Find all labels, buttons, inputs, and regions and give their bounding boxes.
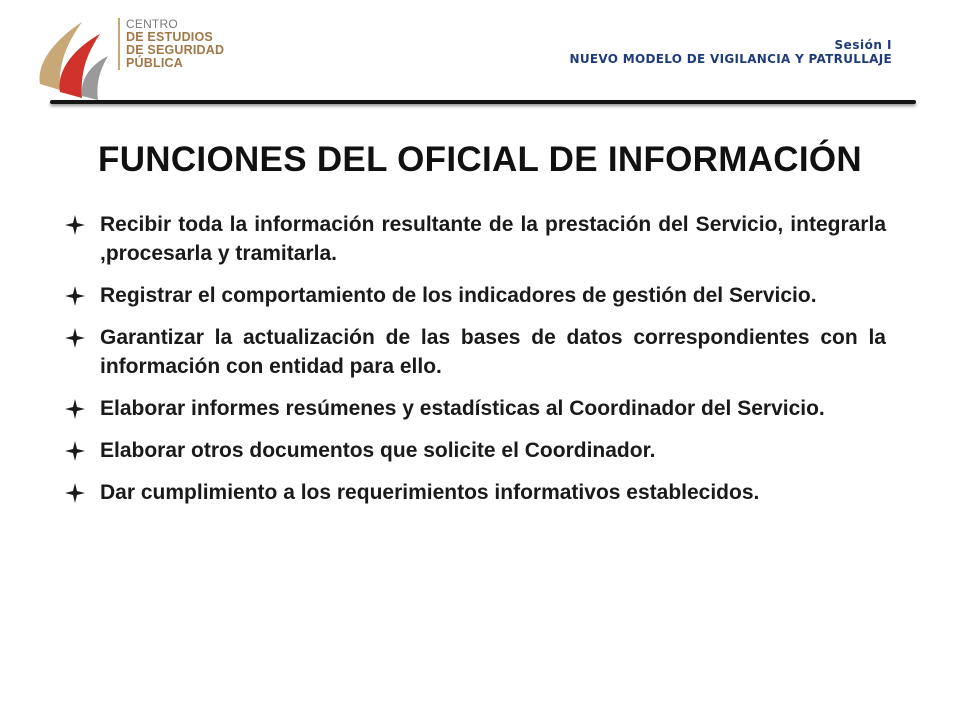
list-item-text: Dar cumplimiento a los requerimientos informativos establecidos. bbox=[100, 481, 760, 504]
module-title: NUEVO MODELO DE VIGILANCIA Y PATRULLAJE bbox=[569, 52, 892, 66]
function-list bbox=[64, 210, 886, 520]
logo-line-estudios: DE ESTUDIOS bbox=[126, 30, 213, 44]
list-item bbox=[64, 323, 886, 381]
session-label: Sesión I bbox=[834, 38, 892, 52]
logo-line-seguridad: DE SEGURIDAD bbox=[126, 43, 225, 57]
session-header bbox=[570, 38, 892, 66]
logo bbox=[30, 12, 230, 102]
list-item bbox=[64, 436, 886, 465]
list-item bbox=[64, 281, 886, 310]
diamond-bullet-icon bbox=[64, 398, 86, 420]
logo-line-publica: PÚBLICA bbox=[126, 56, 183, 70]
slide-title: FUNCIONES DEL OFICIAL DE INFORMACIÓN bbox=[98, 140, 862, 179]
list-item bbox=[64, 210, 886, 268]
diamond-bullet-icon bbox=[64, 440, 86, 462]
diamond-bullet-icon bbox=[64, 482, 86, 504]
logo-mark-icon bbox=[30, 12, 116, 102]
header-divider bbox=[50, 100, 916, 104]
list-item bbox=[64, 394, 886, 423]
diamond-bullet-icon bbox=[64, 214, 86, 236]
logo-text bbox=[118, 18, 224, 70]
list-item-text: Recibir toda la información resultante de la prestación del Servicio, integrarla ,procesarla y tramitarla. bbox=[100, 213, 886, 265]
diamond-bullet-icon bbox=[64, 327, 86, 349]
diamond-bullet-icon bbox=[64, 285, 86, 307]
logo-line-centro: CENTRO bbox=[126, 17, 178, 31]
list-item-text: Garantizar la actualización de las bases de datos correspondientes con la información con entidad para ello. bbox=[100, 326, 886, 378]
list-item-text: Elaborar informes resúmenes y estadísticas al Coordinador del Servicio. bbox=[100, 397, 825, 420]
list-item bbox=[64, 478, 886, 507]
list-item-text: Elaborar otros documentos que solicite el Coordinador. bbox=[100, 439, 656, 462]
list-item-text: Registrar el comportamiento de los indicadores de gestión del Servicio. bbox=[100, 284, 817, 307]
